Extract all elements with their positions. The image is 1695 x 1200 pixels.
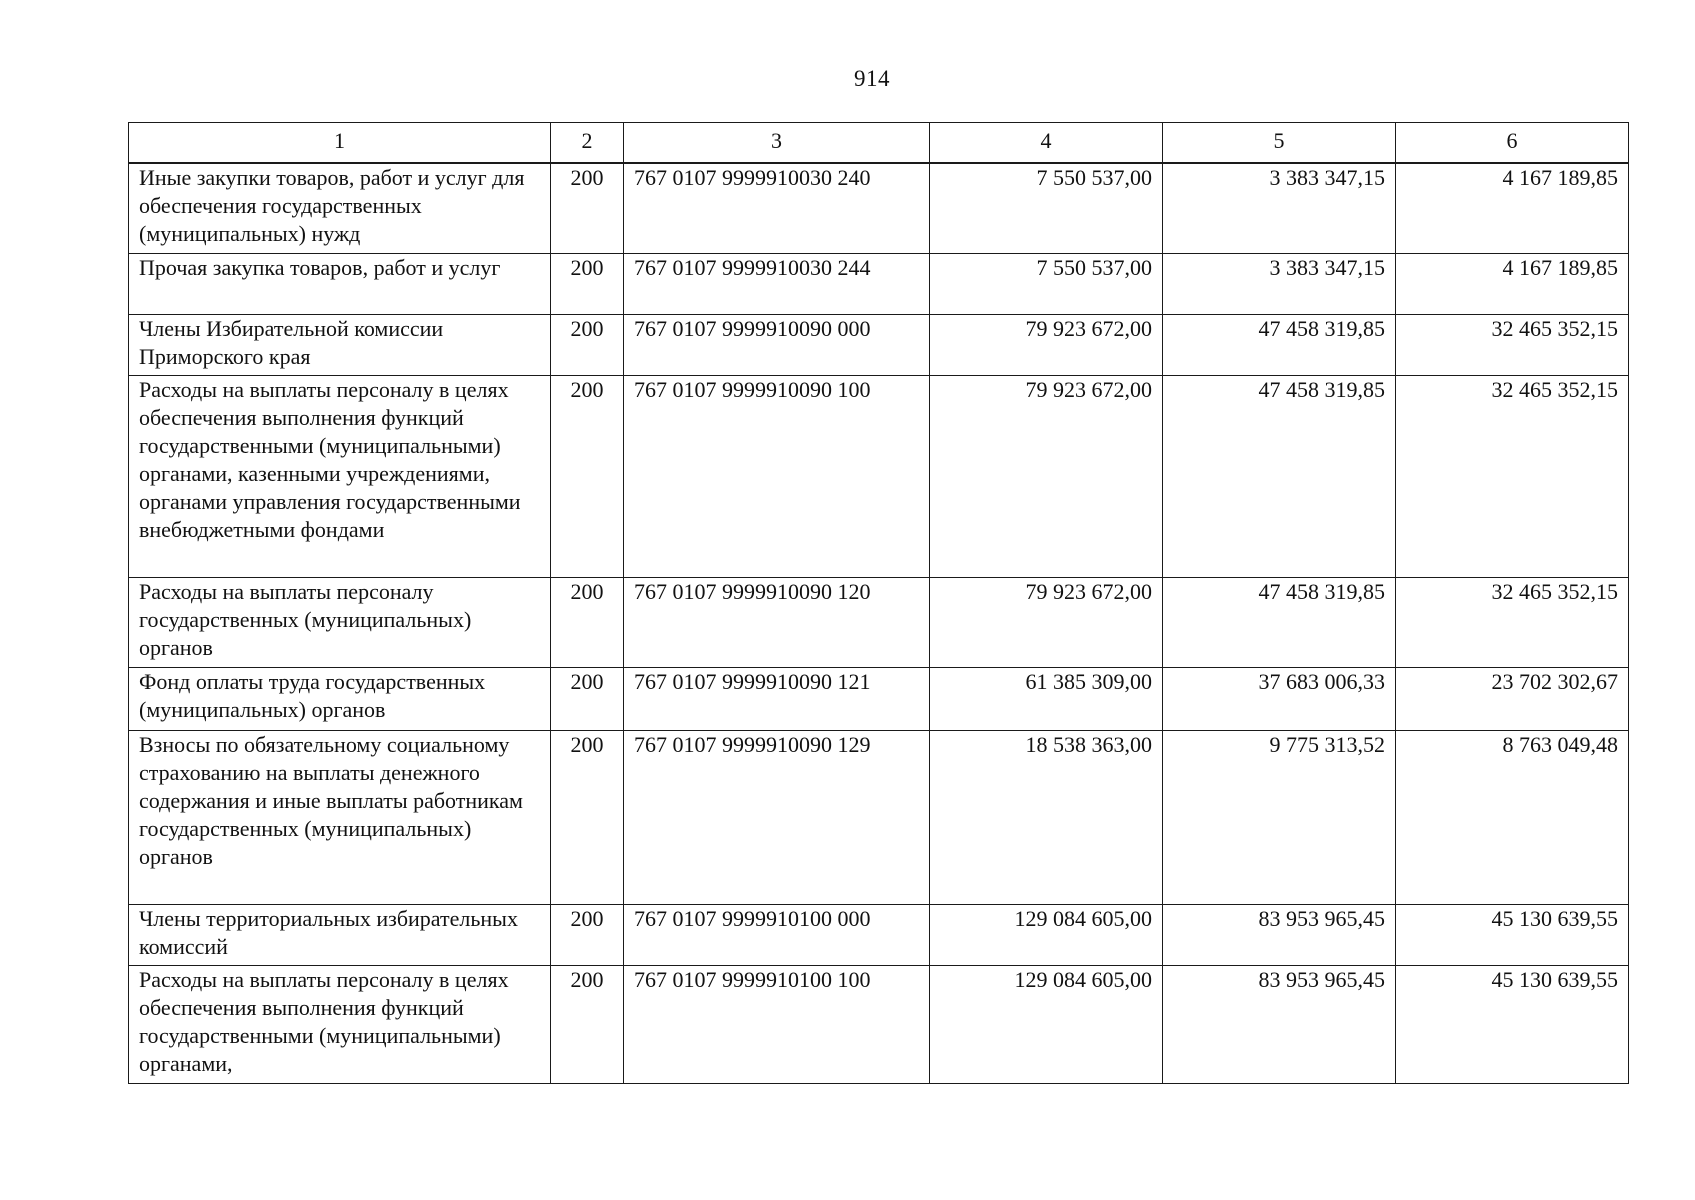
cell-value-6: 32 465 352,15	[1396, 375, 1629, 577]
table-row	[129, 375, 1629, 577]
table-header	[129, 123, 1629, 164]
cell-name: Взносы по обязательному социальному страхованию на выплаты денежного содержания и иные выплаты работникам государственных (муниципальных) органов	[129, 730, 551, 904]
cell-name: Члены территориальных избирательных комиссий	[129, 904, 551, 965]
column-header-2: 2	[551, 123, 624, 164]
cell-kbk: 767 0107 9999910090 129	[624, 730, 930, 904]
cell-kbk: 767 0107 9999910100 100	[624, 965, 930, 1083]
cell-name: Фонд оплаты труда государственных (муниципальных) органов	[129, 667, 551, 730]
cell-value-6: 4 167 189,85	[1396, 163, 1629, 253]
cell-value-4: 18 538 363,00	[930, 730, 1163, 904]
cell-value-5: 83 953 965,45	[1163, 904, 1396, 965]
cell-name: Расходы на выплаты персоналу в целях обеспечения выполнения функций государственными (муниципальными) органами,	[129, 965, 551, 1083]
column-header-5: 5	[1163, 123, 1396, 164]
header-row	[129, 123, 1629, 164]
cell-value-4: 129 084 605,00	[930, 965, 1163, 1083]
cell-value-6: 45 130 639,55	[1396, 904, 1629, 965]
cell-value-6: 8 763 049,48	[1396, 730, 1629, 904]
cell-value-5: 47 458 319,85	[1163, 577, 1396, 667]
cell-value-4: 7 550 537,00	[930, 253, 1163, 314]
table-row	[129, 163, 1629, 253]
cell-name: Расходы на выплаты персоналу в целях обеспечения выполнения функций государственными (муниципальными) органами, казенными учреждениями, органами управления государственными внебюджетными фондами	[129, 375, 551, 577]
table-body	[129, 163, 1629, 1083]
cell-name: Расходы на выплаты персоналу государственных (муниципальных) органов	[129, 577, 551, 667]
column-header-4: 4	[930, 123, 1163, 164]
cell-name: Члены Избирательной комиссии Приморского края	[129, 314, 551, 375]
cell-code: 200	[551, 667, 624, 730]
cell-value-6: 4 167 189,85	[1396, 253, 1629, 314]
table-row	[129, 904, 1629, 965]
cell-code: 200	[551, 163, 624, 253]
cell-name: Прочая закупка товаров, работ и услуг	[129, 253, 551, 314]
cell-kbk: 767 0107 9999910030 240	[624, 163, 930, 253]
cell-value-4: 129 084 605,00	[930, 904, 1163, 965]
cell-value-6: 32 465 352,15	[1396, 314, 1629, 375]
table-row	[129, 965, 1629, 1083]
cell-name: Иные закупки товаров, работ и услуг для обеспечения государственных (муниципальных) нужд	[129, 163, 551, 253]
cell-code: 200	[551, 253, 624, 314]
cell-value-4: 79 923 672,00	[930, 577, 1163, 667]
cell-value-6: 32 465 352,15	[1396, 577, 1629, 667]
page-number: 914	[854, 66, 890, 91]
cell-kbk: 767 0107 9999910100 000	[624, 904, 930, 965]
cell-kbk: 767 0107 9999910030 244	[624, 253, 930, 314]
cell-value-4: 79 923 672,00	[930, 314, 1163, 375]
cell-value-6: 23 702 302,67	[1396, 667, 1629, 730]
cell-value-5: 47 458 319,85	[1163, 375, 1396, 577]
cell-code: 200	[551, 375, 624, 577]
cell-value-4: 79 923 672,00	[930, 375, 1163, 577]
cell-kbk: 767 0107 9999910090 121	[624, 667, 930, 730]
column-header-6: 6	[1396, 123, 1629, 164]
budget-table	[128, 122, 1629, 1084]
cell-value-5: 9 775 313,52	[1163, 730, 1396, 904]
table-row	[129, 253, 1629, 314]
cell-value-6: 45 130 639,55	[1396, 965, 1629, 1083]
table-row	[129, 667, 1629, 730]
cell-value-5: 47 458 319,85	[1163, 314, 1396, 375]
cell-kbk: 767 0107 9999910090 120	[624, 577, 930, 667]
column-header-1: 1	[129, 123, 551, 164]
table-row	[129, 730, 1629, 904]
cell-value-4: 7 550 537,00	[930, 163, 1163, 253]
column-header-3: 3	[624, 123, 930, 164]
cell-value-5: 3 383 347,15	[1163, 163, 1396, 253]
cell-code: 200	[551, 730, 624, 904]
cell-kbk: 767 0107 9999910090 000	[624, 314, 930, 375]
cell-kbk: 767 0107 9999910090 100	[624, 375, 930, 577]
cell-code: 200	[551, 314, 624, 375]
cell-value-4: 61 385 309,00	[930, 667, 1163, 730]
cell-value-5: 37 683 006,33	[1163, 667, 1396, 730]
cell-code: 200	[551, 965, 624, 1083]
cell-value-5: 3 383 347,15	[1163, 253, 1396, 314]
table-row	[129, 577, 1629, 667]
cell-code: 200	[551, 904, 624, 965]
table-row	[129, 314, 1629, 375]
cell-value-5: 83 953 965,45	[1163, 965, 1396, 1083]
cell-code: 200	[551, 577, 624, 667]
